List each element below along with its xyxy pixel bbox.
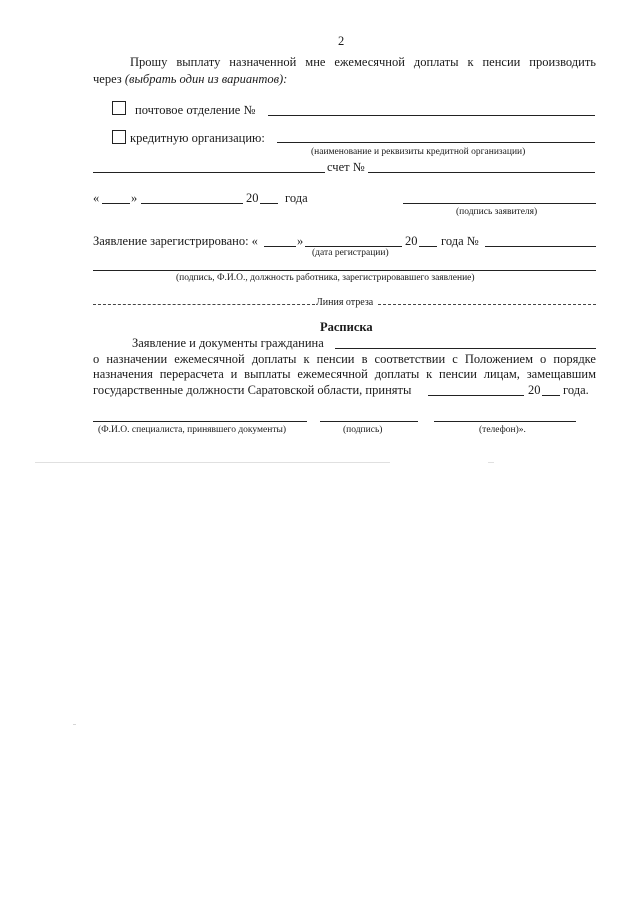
account-label: счет № bbox=[327, 160, 365, 174]
receipt-signature-hint: (подпись) bbox=[343, 425, 383, 435]
registration-number-field[interactable] bbox=[485, 246, 596, 247]
request-choose-hint: (выбрать один из вариантов): bbox=[124, 72, 288, 86]
cut-line-right bbox=[378, 304, 596, 305]
receipt-year-prefix: 20 bbox=[528, 383, 541, 397]
cut-line-left bbox=[93, 304, 315, 305]
request-text-line1: Прошу выплату назначенной мне ежемесячной доплаты к пенсии производить bbox=[130, 55, 596, 69]
registered-year-suffix: года № bbox=[441, 234, 479, 248]
phone-field[interactable] bbox=[434, 421, 576, 422]
application-year-field[interactable] bbox=[260, 203, 278, 204]
applicant-signature-hint: (подпись заявителя) bbox=[456, 207, 538, 217]
registered-year-prefix: 20 bbox=[405, 234, 418, 248]
credit-organization-checkbox[interactable] bbox=[112, 130, 126, 144]
year-suffix: года bbox=[285, 191, 308, 205]
registered-close-quote: » bbox=[297, 234, 304, 248]
credit-organization-field[interactable] bbox=[277, 142, 595, 143]
receipt-signature-field[interactable] bbox=[320, 421, 418, 422]
registration-date-hint: (дата регистрации) bbox=[312, 248, 389, 258]
receipt-line2: о назначении ежемесячной доплаты к пенсии в соответствии с Положением о порядке bbox=[93, 352, 596, 366]
registered-label: Заявление зарегистрировано: « bbox=[93, 234, 258, 248]
receipt-line1: Заявление и документы гражданина bbox=[132, 336, 324, 350]
registrar-hint: (подпись, Ф.И.О., должность работника, зарегистрировавшего заявление) bbox=[176, 273, 475, 283]
registration-year-field[interactable] bbox=[419, 246, 437, 247]
citizen-name-field[interactable] bbox=[335, 348, 596, 349]
receipt-line4: государственные должности Саратовской области, приняты bbox=[93, 383, 412, 397]
scan-artifact-mark bbox=[73, 724, 76, 725]
specialist-name-field[interactable] bbox=[93, 421, 307, 422]
scan-artifact-dot bbox=[488, 462, 494, 463]
post-office-label: почтовое отделение № bbox=[135, 103, 256, 117]
receipt-date-field[interactable] bbox=[428, 395, 524, 396]
registrar-signature-field[interactable] bbox=[93, 270, 596, 271]
receipt-year-field[interactable] bbox=[542, 395, 560, 396]
registration-day-field[interactable] bbox=[264, 246, 296, 247]
receipt-title: Расписка bbox=[320, 320, 373, 334]
year-prefix: 20 bbox=[246, 191, 259, 205]
post-office-checkbox[interactable] bbox=[112, 101, 126, 115]
registration-month-field[interactable] bbox=[305, 246, 402, 247]
cut-line-label: Линия отреза bbox=[316, 297, 374, 308]
receipt-year-suffix: года. bbox=[563, 383, 589, 397]
specialist-hint: (Ф.И.О. специалиста, принявшего документы) bbox=[98, 425, 287, 435]
application-day-field[interactable] bbox=[102, 203, 130, 204]
date-close-quote: » bbox=[131, 191, 138, 205]
request-text-line2 bbox=[93, 72, 287, 87]
application-month-field[interactable] bbox=[141, 203, 243, 204]
bank-details-field[interactable] bbox=[93, 172, 325, 173]
credit-organization-label: кредитную организацию: bbox=[130, 131, 265, 145]
page-number: 2 bbox=[338, 34, 345, 48]
applicant-signature-field[interactable] bbox=[403, 203, 596, 204]
phone-hint: (телефон)». bbox=[479, 425, 526, 435]
scan-artifact-line bbox=[35, 462, 390, 463]
credit-organization-hint: (наименование и реквизиты кредитной организации) bbox=[311, 147, 526, 157]
account-number-field[interactable] bbox=[368, 172, 595, 173]
request-text-via: через bbox=[93, 72, 125, 86]
date-open-quote: « bbox=[93, 191, 100, 205]
post-office-number-field[interactable] bbox=[268, 115, 595, 116]
receipt-line3: назначения перерасчета и выплаты ежемесячной доплаты к пенсии лицам, замещавшим bbox=[93, 367, 596, 381]
